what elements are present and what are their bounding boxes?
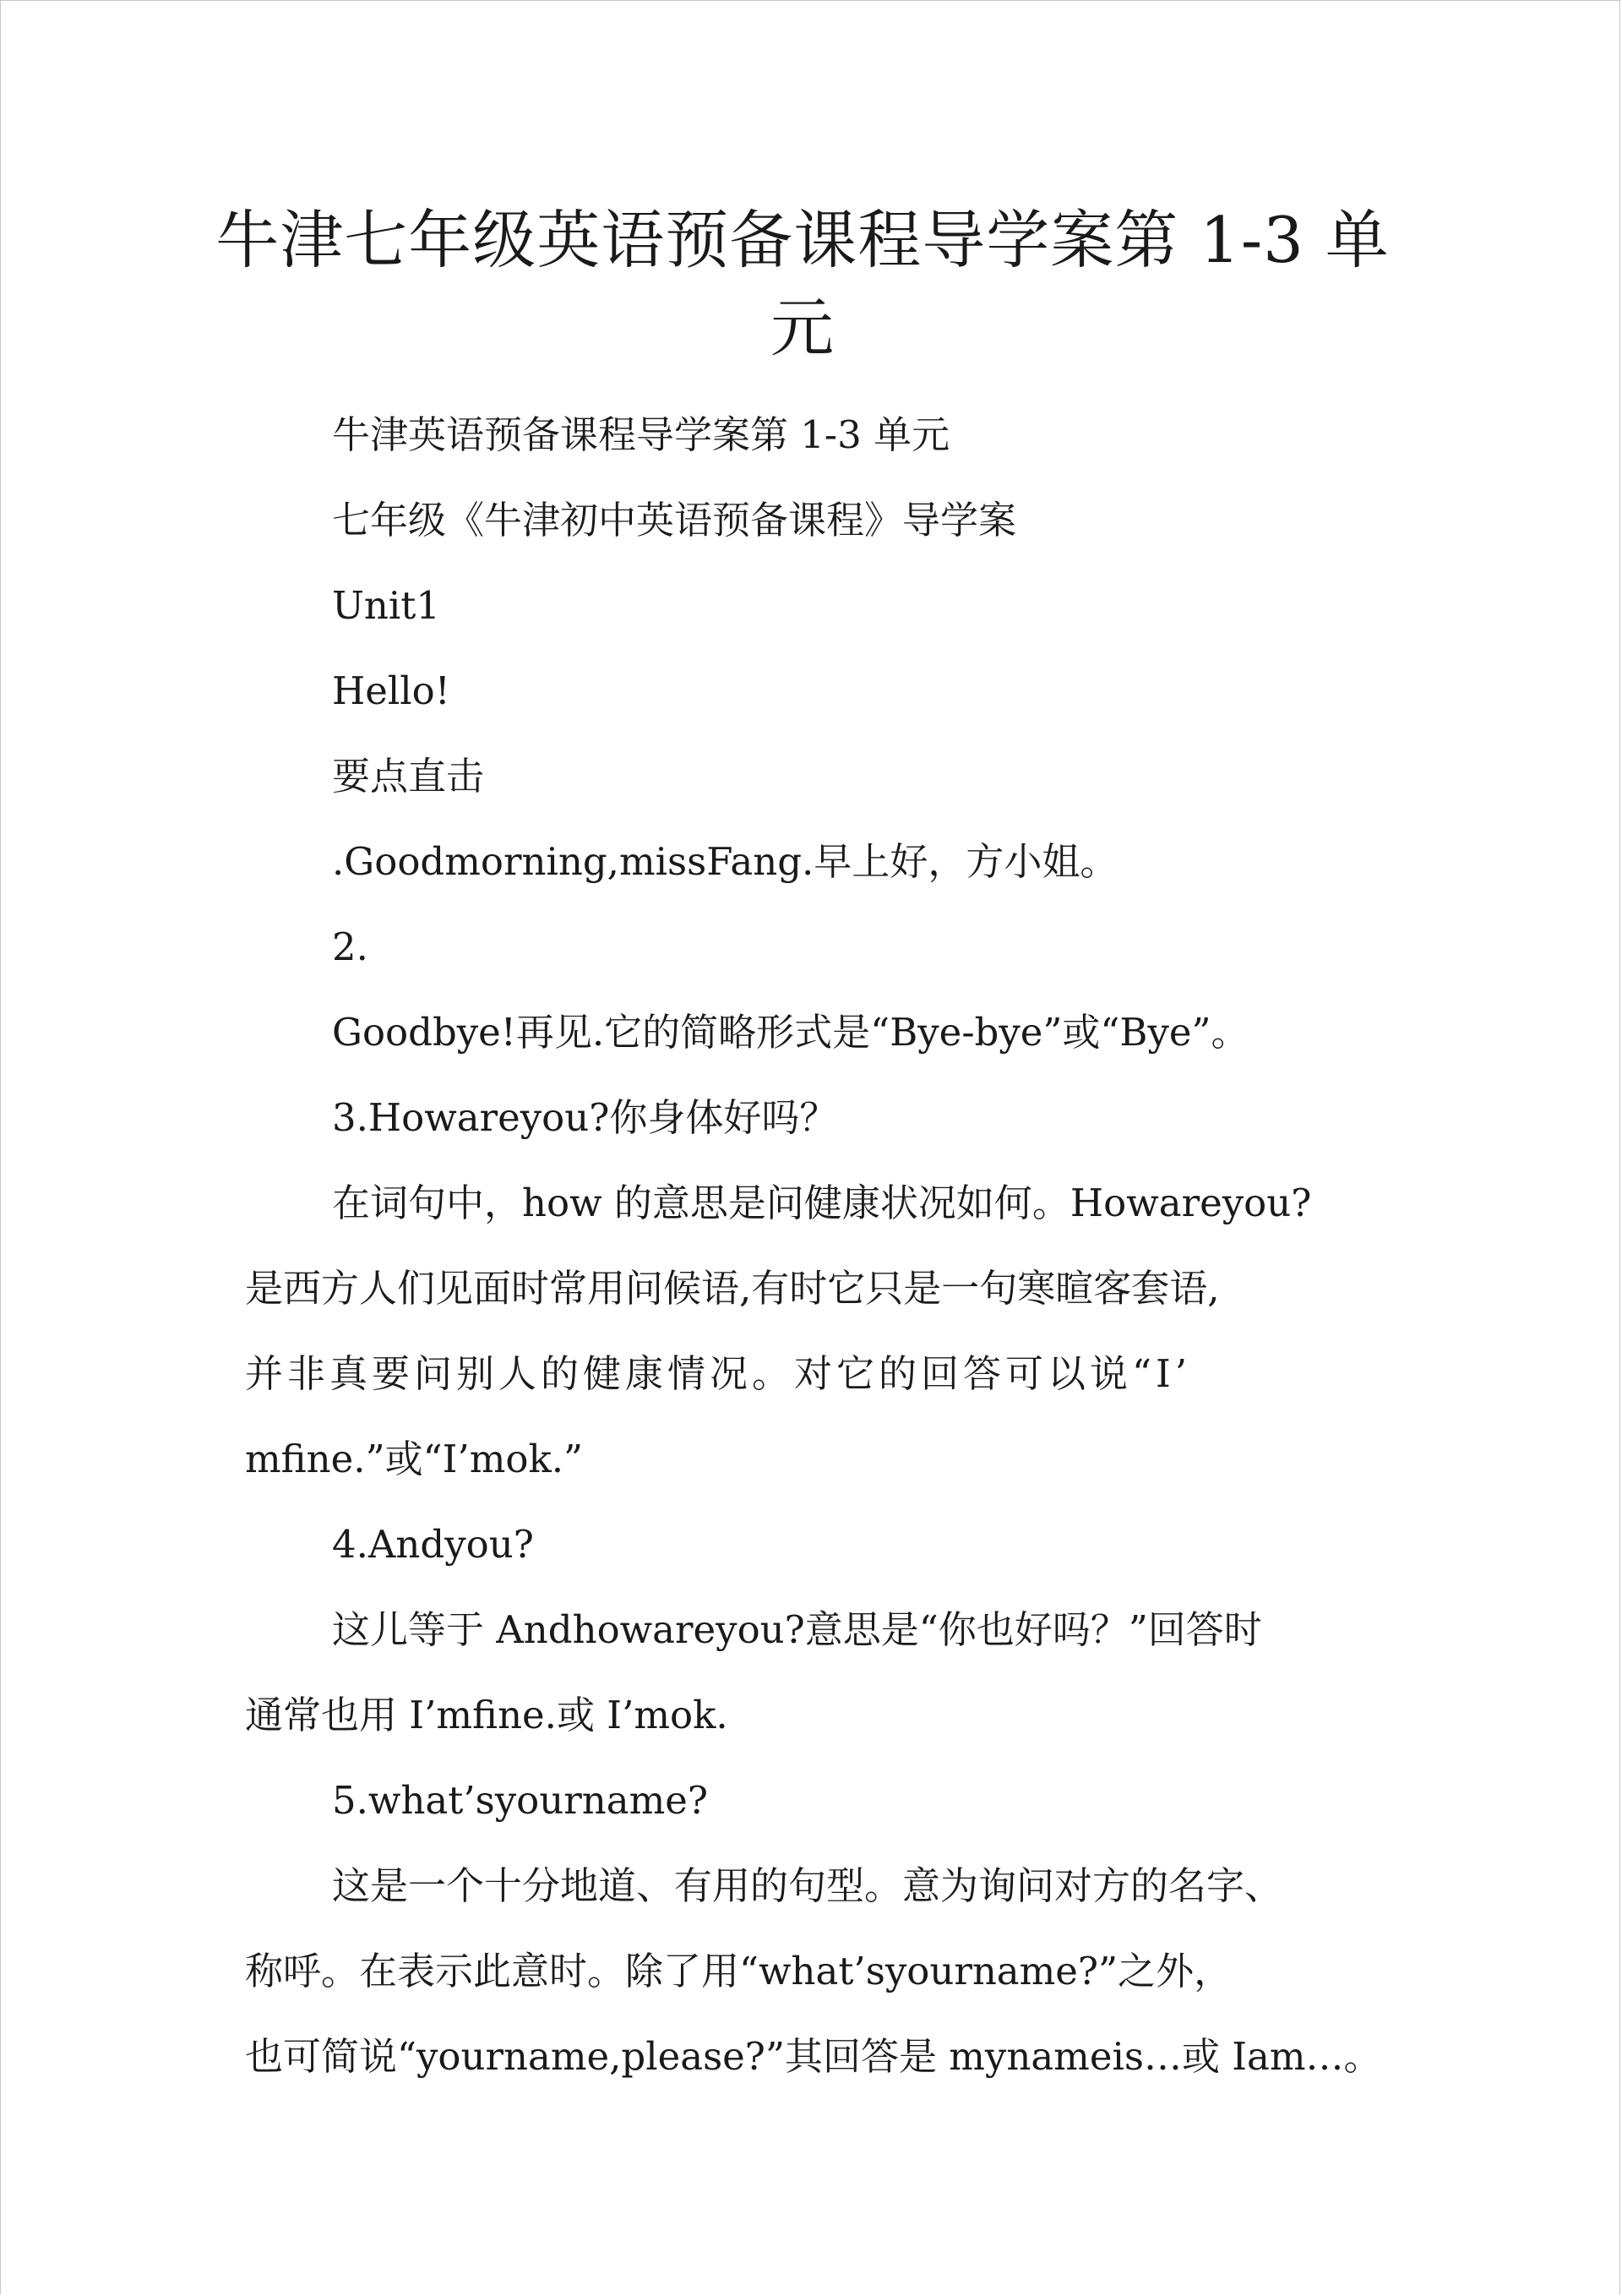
paragraph-1-line-1: 在词句中，how 的意思是问健康状况如何。Howareyou? — [332, 1181, 1312, 1225]
point-2-number: 2. — [332, 924, 368, 969]
subtitle-line: 牛津英语预备课程导学案第 1-3 单元 — [332, 412, 950, 457]
paragraph-1-line-3: 并非真要问别人的健康情况。对它的回答可以说“I’ — [245, 1351, 1192, 1396]
paragraph-1-line-2: 是西方人们见面时常用问候语,有时它只是一句寒暄客套语, — [245, 1266, 1220, 1311]
unit-heading: Unit1 — [332, 583, 441, 628]
document-title: 牛津七年级英语预备课程导学案第 1-3 单元 — [215, 203, 1390, 365]
paragraph-1-line-4: mfine.”或“I’mok.” — [245, 1437, 584, 1481]
course-line: 七年级《牛津初中英语预备课程》导学案 — [332, 498, 1017, 543]
point-3: 3.Howareyou?你身体好吗？ — [332, 1095, 838, 1140]
point-4: 4.Andyou? — [332, 1522, 534, 1567]
section-heading: 要点直击 — [332, 754, 485, 799]
point-1: .Goodmorning,missFang.早上好，方小姐。 — [332, 839, 1119, 884]
paragraph-3-line-3: 也可简说“yourname,please?”其回答是 mynameis…或 Iam…。 — [245, 2034, 1382, 2079]
point-5: 5.what’syourname? — [332, 1778, 708, 1823]
paragraph-2-line-1: 这儿等于 Andhowareyou?意思是“你也好吗？”回答时 — [332, 1607, 1262, 1652]
paragraph-3-line-2: 称呼。在表示此意时。除了用“what’syourname?”之外， — [245, 1949, 1233, 1993]
point-2-text: Goodbye!再见.它的简略形式是“Bye-bye”或“Bye”。 — [332, 1010, 1249, 1055]
paragraph-3-line-1: 这是一个十分地道、有用的句型。意为询问对方的名字、 — [332, 1863, 1283, 1908]
paragraph-2-line-2: 通常也用 I’mfine.或 I’mok. — [245, 1693, 728, 1737]
unit-title: Hello! — [332, 668, 450, 713]
